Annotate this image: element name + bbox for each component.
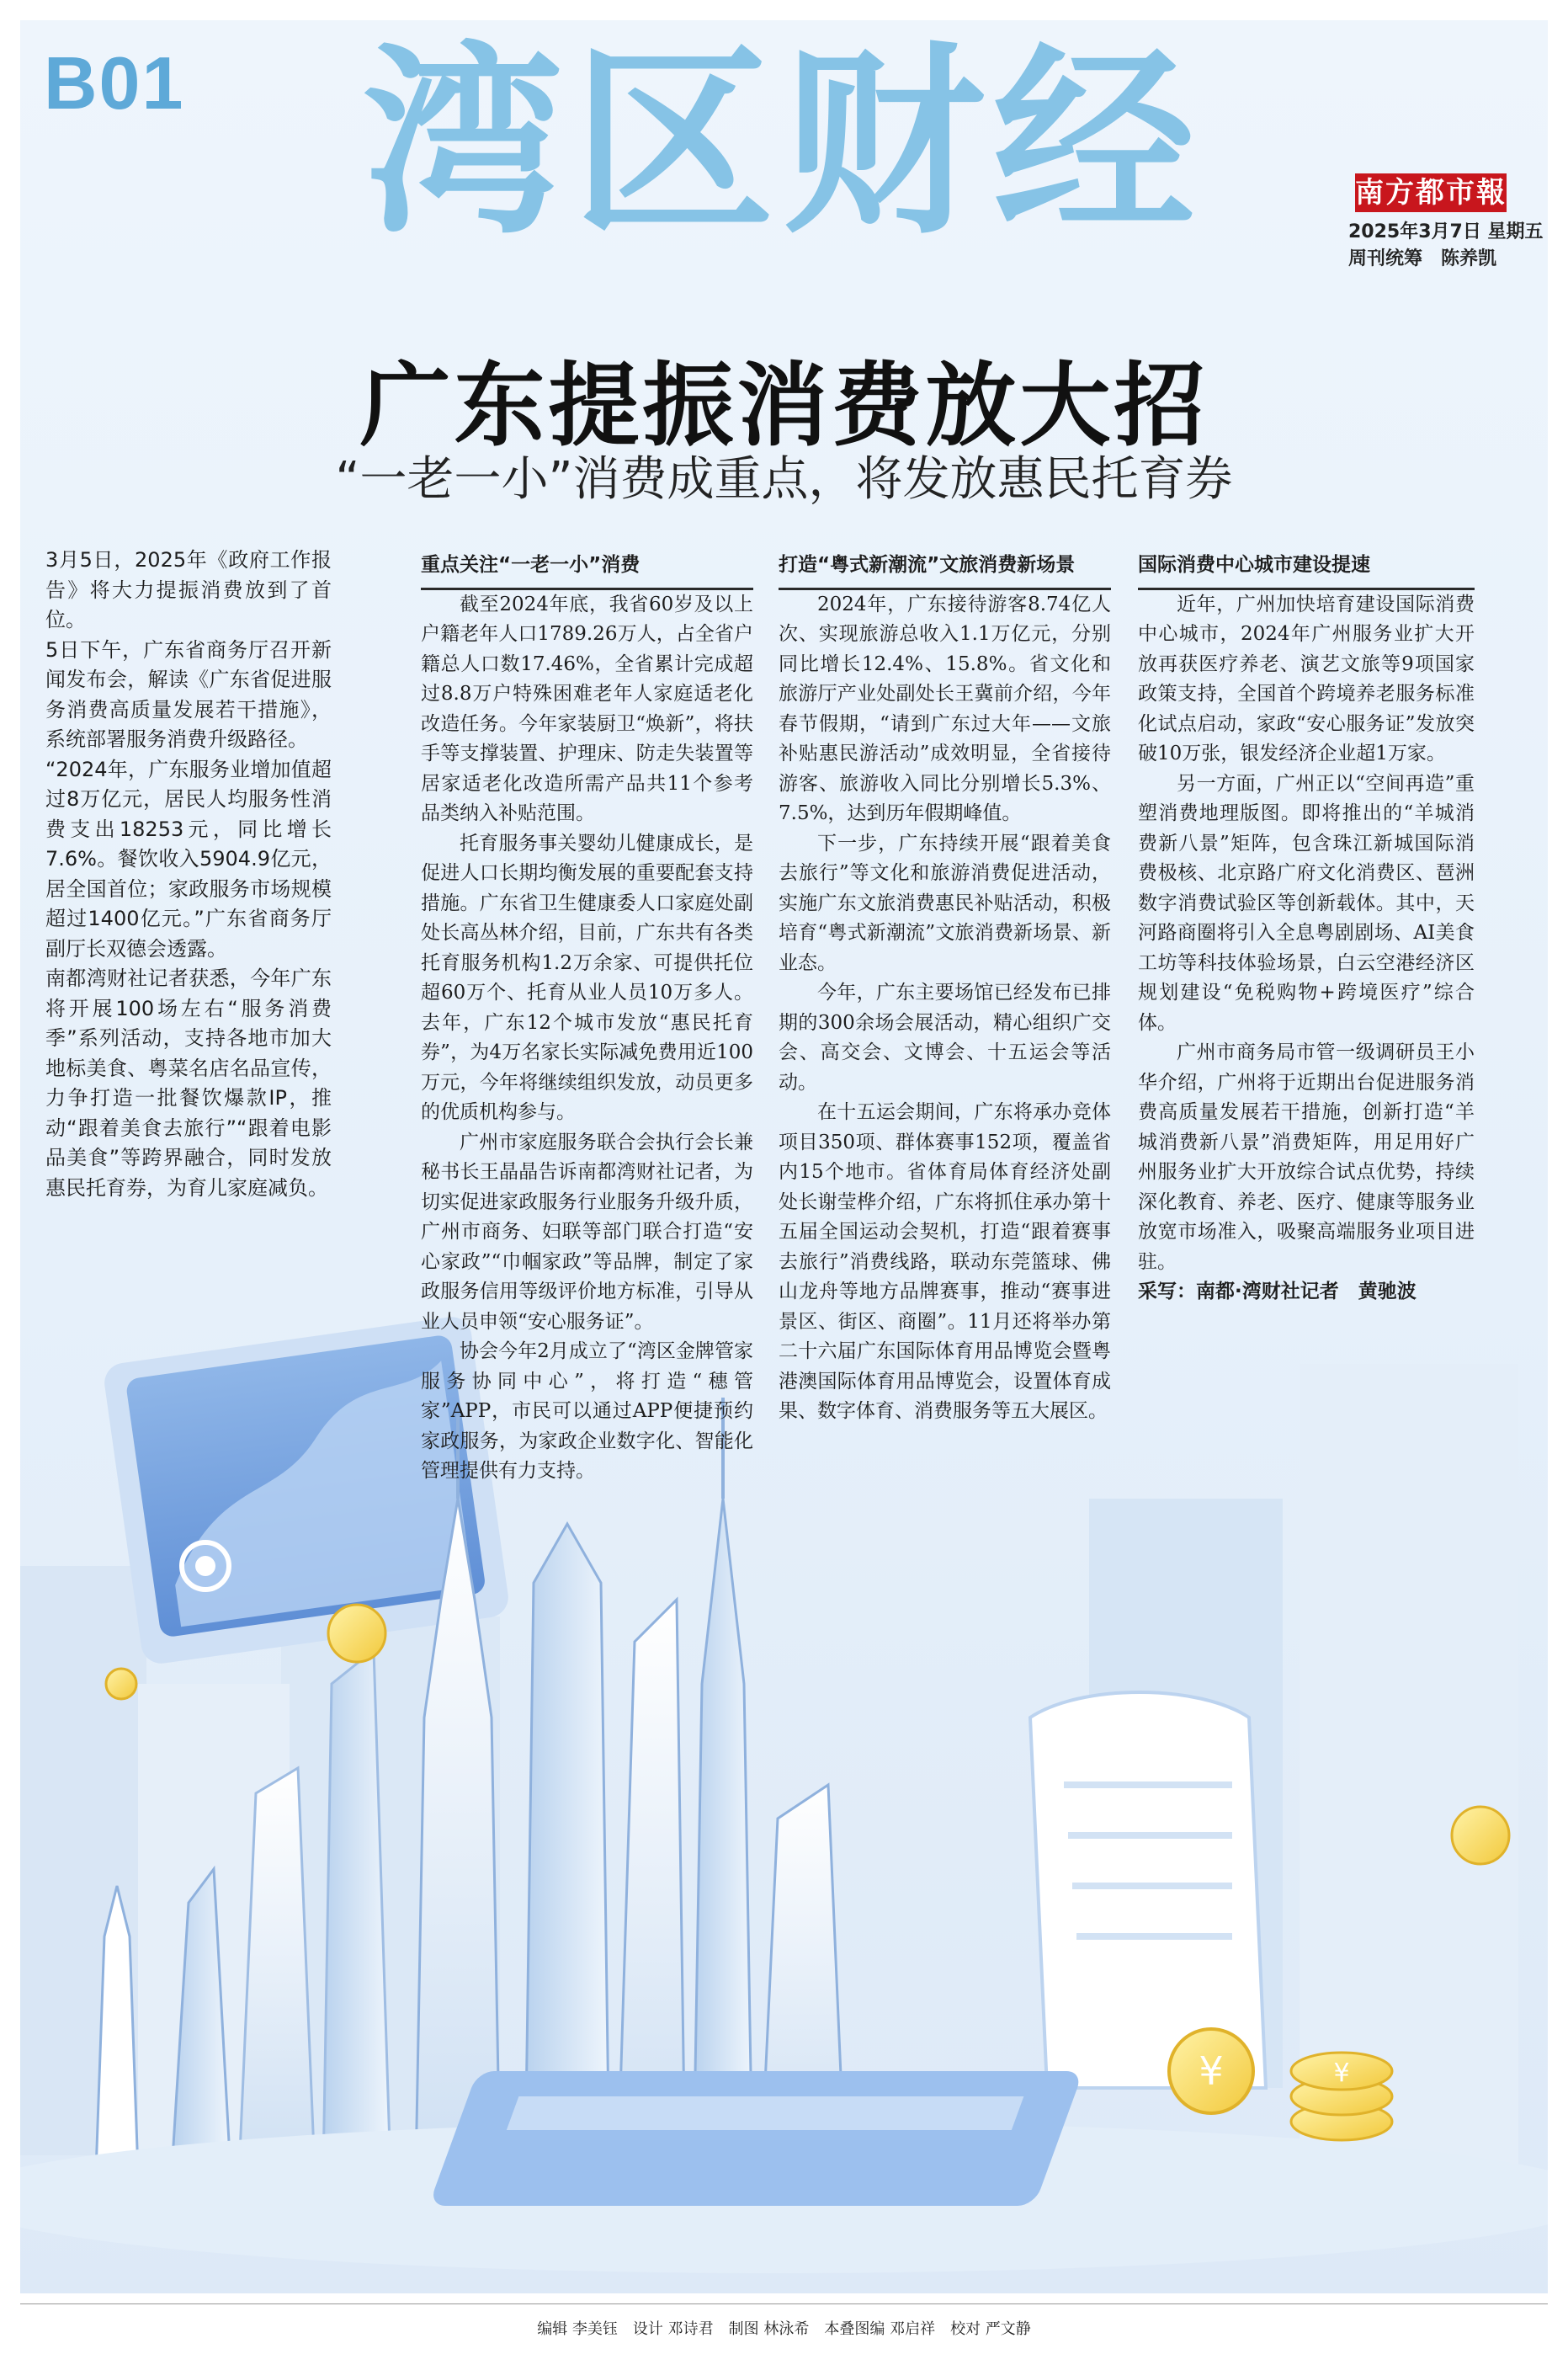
- body-paragraph: 广州市商务局市管一级调研员王小华介绍，广州将于近期出台促进服务消费高质量发展若干措施，创新打造“羊城消费新八景”消费矩阵，用足用好广州服务业扩大开放综合试点优势，持续深化教育、养老、医疗、健康等服务业放宽市场准入，吸聚高端服务业项目进驻。: [1138, 1041, 1475, 1273]
- body-paragraph: 2024年，广东接待游客8.74亿人次、实现旅游总收入1.1万亿元，分别同比增长12.4%、15.8%。省文化和旅游厅产业处副处长王冀前介绍，今年春节假期，“请到广东过大年——文旅补贴惠民游活动”成效明显，全省接待游客、旅游收入同比分别增长5.3%、7.5%，达到历年假期峰值。: [779, 593, 1111, 824]
- body-paragraph: 截至2024年底，我省60岁及以上户籍老年人口1789.26万人，占全省户籍总人口数17.46%，全省累计完成超过8.8万户特殊困难老年人家庭适老化改造任务。今年家装厨卫“焕新”，将扶手等支撑装置、护理床、防走失装置等居家适老化改造所需产品共11个参考品类纳入补贴范围。: [421, 593, 753, 824]
- section-heading-elderly-children: 重点关注“一老一小”消费: [421, 546, 753, 590]
- section-heading-culture-tourism: 打造“粤式新潮流”文旅消费新场景: [779, 546, 1111, 590]
- lead-paragraph: 3月5日，2025年《政府工作报告》将大力提振消费放到了首位。: [45, 548, 332, 631]
- body-paragraph: 近年，广州加快培育建设国际消费中心城市，2024年广州服务业扩大开放再获医疗养老、演艺文旅等9项国家政策支持，全国首个跨境养老服务标准化试点启动，家政“安心服务证”发放突破10万张，银发经济企业超1万家。: [1138, 593, 1475, 764]
- coordinator-credit: 周刊统筹 陈养凯: [1348, 248, 1497, 269]
- body-paragraph: 另一方面，广州正以“空间再造”重塑消费地理版图。即将推出的“羊城消费新八景”矩阵，包含珠江新城国际消费极核、北京路广府文化消费区、琶洲数字消费试验区等创新载体。其中，天河路商圈将引入全息粤剧剧场、AI美食工坊等科技体验场景，白云空港经济区规划建设“免税购物+跨境医疗”综合体。: [1138, 772, 1475, 1034]
- page-number: B01: [44, 41, 185, 125]
- lead-paragraph: 5日下午，广东省商务厅召开新闻发布会，解读《广东省促进服务消费高质量发展若干措施》，系统部署服务消费升级路径。: [45, 637, 332, 751]
- publication-date: 2025年3月7日 星期五: [1348, 221, 1544, 242]
- body-column-3: [779, 546, 1111, 1427]
- footer-rule: [20, 2303, 1548, 2304]
- body-paragraph: 下一步，广东持续开展“跟着美食去旅行”等文化和旅游消费促进活动，实施广东文旅消费惠民补贴活动，积极培育“粤式新潮流”文旅消费新场景、新业态。: [779, 832, 1111, 974]
- body-paragraph: 协会今年2月成立了“湾区金牌管家服务协同中心”，将打造“穗管家”APP，市民可以通过APP便捷预约家政服务，为家政企业数字化、智能化管理提供有力支持。: [421, 1340, 753, 1482]
- body-paragraph: 广州市家庭服务联合会执行会长兼秘书长王晶晶告诉南都湾财社记者，为切实促进家政服务行业服务升级升质，广州市商务、妇联等部门联合打造“安心家政”“巾帼家政”等品牌，制定了家政服务信用等级评价地方标准，引导从业人员申领“安心服务证”。: [421, 1131, 753, 1333]
- footer-credits: 编辑 李美钰 设计 邓诗君 制图 林泳希 本叠图编 邓启祥 校对 严文静: [537, 2320, 1031, 2338]
- body-paragraph: 今年，广东主要场馆已经发布已排期的300余场会展活动，精心组织广交会、高交会、文博会、十五运会等活动。: [779, 982, 1111, 1094]
- body-column-2: [421, 546, 753, 1487]
- lead-paragraph: “2024年，广东服务业增加值超过8万亿元，居民人均服务性消费支出18253元，同比增长7.6%。餐饮收入5904.9亿元，居全国首位；家政服务市场规模超过1400亿元。”广东省商务厅副厅长双德会透露。: [45, 757, 332, 961]
- article-subheadline: “一老一小”消费成重点，将发放惠民托育券: [335, 452, 1233, 507]
- newspaper-masthead: 南方都市報: [1355, 173, 1507, 212]
- lead-paragraph: 南都湾财社记者获悉，今年广东将开展100场左右“服务消费季”系列活动，支持各地市加大地标美食、粤菜名店名品宣传，力争打造一批餐饮爆款IP，推动“跟着美食去旅行”“跟着电影品美食”等跨界融合，同时发放惠民托育券，为育儿家庭减负。: [45, 967, 332, 1200]
- coin-yen-symbol: ¥: [1199, 2048, 1224, 2094]
- section-title: 湾区财经: [362, 25, 1204, 261]
- lead-column: [45, 546, 332, 1203]
- coin-yen-symbol: ¥: [1333, 2058, 1350, 2088]
- article-headline: 广东提振消费放大招: [359, 354, 1209, 459]
- section-heading-consumption-center: 国际消费中心城市建设提速: [1138, 546, 1475, 590]
- body-paragraph: 托育服务事关婴幼儿健康成长，是促进人口长期均衡发展的重要配套支持措施。广东省卫生健康委人口家庭处副处长高丛林介绍，目前，广东共有各类托育服务机构1.2万余家、可提供托位超60万个、托育从业人员10万多人。去年，广东12个城市发放“惠民托育券”，为4万名家长实际减免费用近100万元，今年将继续组织发放，动员更多的优质机构参与。: [421, 832, 753, 1123]
- body-paragraph: 在十五运会期间，广东将承办竞体项目350项、群体赛事152项，覆盖省内15个地市。省体育局体育经济处副处长谢莹桦介绍，广东将抓住承办第十五届全国运动会契机，打造“跟着赛事去旅行”消费线路，联动东莞篮球、佛山龙舟等地方品牌赛事，推动“赛事进景区、街区、商圈”。11月还将举办第二十六届广东国际体育用品博览会暨粤港澳国际体育用品博览会，设置体育成果、数字体育、消费服务等五大展区。: [779, 1101, 1111, 1422]
- article-byline: 采写：南都·湾财社记者 黄驰波: [1138, 1281, 1417, 1302]
- body-column-4: [1138, 546, 1475, 1307]
